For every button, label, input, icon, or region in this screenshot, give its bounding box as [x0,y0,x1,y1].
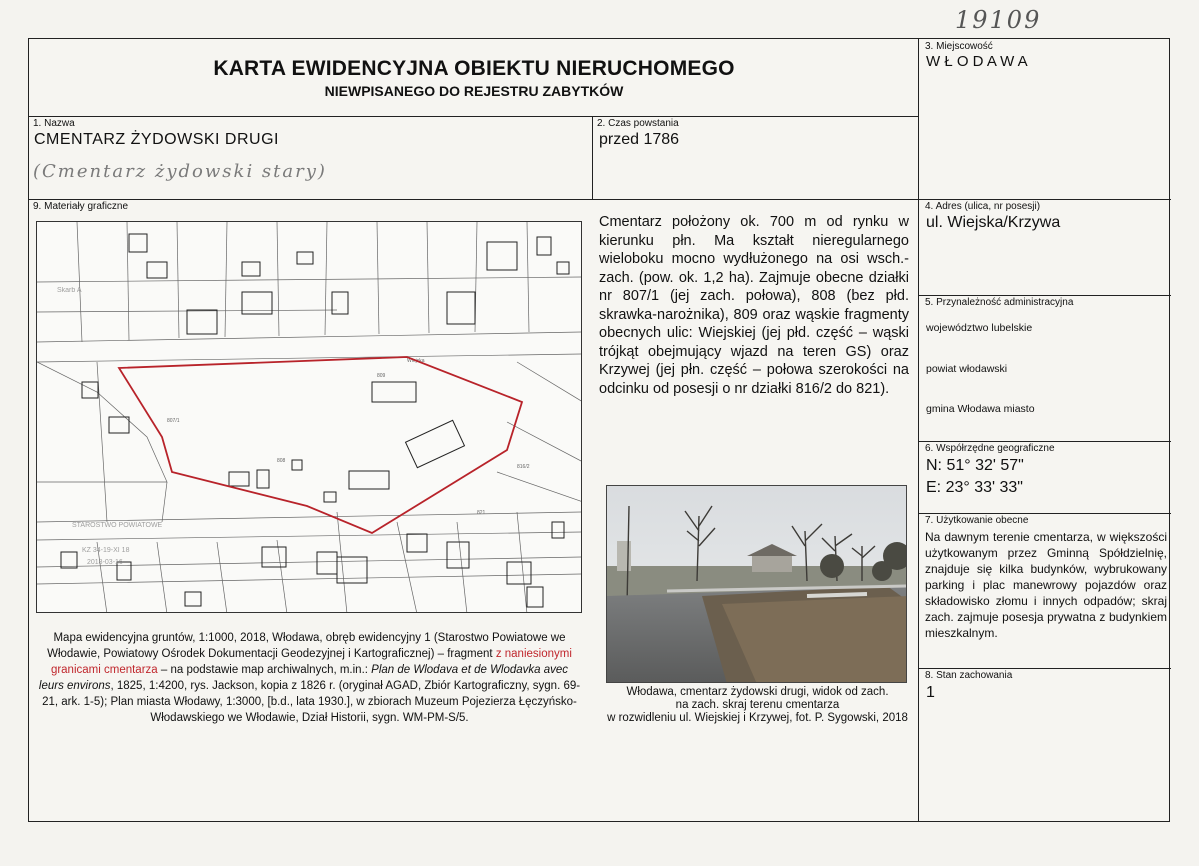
czas-label: 2. Czas powstania [597,118,679,129]
divider [29,199,918,200]
divider [918,199,1171,200]
divider [918,295,1171,296]
miejscowosc-value: W Ł O D A W A [926,53,1028,70]
adres-value: ul. Wiejska/Krzywa [926,214,1061,231]
card-subtitle: NIEWPISANEGO DO REJESTRU ZABYTKÓW [324,83,624,99]
map-caption-text2: – na podstawie map archiwalnych, m.in.: [157,664,372,676]
coord-e: E: 23° 33' 33" [926,479,1023,496]
svg-text:816/2: 816/2 [517,464,530,470]
cemetery-boundary [119,357,522,533]
map-stamp-text: STAROSTWO POWIATOWE [72,522,163,529]
divider [29,116,918,117]
nazwa-label: 1. Nazwa [33,118,75,129]
map-caption [37,630,582,726]
map-road-label: Skarb A [57,287,82,294]
site-photo [606,485,907,683]
nazwa-value: CMENTARZ ŻYDOWSKI DRUGI [34,131,279,148]
miejscowosc-label: 3. Miejscowość [925,41,993,52]
uzytkowanie-label: 7. Użytkowanie obecne [925,515,1029,526]
coord-n: N: 51° 32' 57" [926,457,1024,474]
divider [918,513,1171,514]
map-drawing [37,222,582,613]
photo-caption-line3: w rozwidleniu ul. Wiejskiej i Krzywej, fot. P. Sygowski, 2018 [607,712,908,724]
description-text: Cmentarz położony ok. 700 m od rynku w kierunku płn. Ma kształt nieregularnego wieloboku mocno wydłużonego na osi wsch.-zach. (pow. ok. 1,2 ha). Zajmuje obecne działki nr 807/1 (jej zach. połowa), 808 (bez płd. skrawka-narożnika), 809 oraz wąskie fragmenty obecnych ulic: Wiejskiej (jej płd. część – wąski trójkąt obejmujący wjazd na teren GS) oraz Krzywej (jej płn. część – połowa szerokości na odcinku od posesji o nr działki 816/2 do 821). [599,214,909,397]
wspolrzedne-label: 6. Współrzędne geograficzne [925,443,1055,454]
divider [592,116,593,199]
materialy-label: 9. Materiały graficzne [33,201,129,212]
divider [918,668,1171,669]
map-stamp-sign: KZ 34-19-XI 18 [82,547,130,554]
uzytkowanie-value: Na dawnym terenie cmentarza, w większości użytkowanym przez Gminną Spółdzielnię, znajduje się kilka budynków, wybrukowany parking i plac manewrowy pojazdów oraz składowisko złomu i innych odpadów; skraj zach. zajmuje posesja prywatna z budynkiem mieszkalnym. [925,530,1167,640]
divider [918,441,1171,442]
photo-caption-line1: Włodawa, cmentarz żydowski drugi, widok od zach. [626,686,889,698]
svg-text:821: 821 [477,510,486,516]
photo-drawing [607,486,907,683]
adres-label: 4. Adres (ulica, nr posesji) [925,201,1041,212]
stan-value: 1 [926,684,935,701]
przynaleznosc-label: 5. Przynależność administracyjna [925,297,1074,308]
czas-value: przed 1786 [599,131,680,148]
wojewodztwo-value: województwo lubelskie [926,322,1033,334]
cadastral-map [36,221,582,613]
gmina-value: gmina Włodawa miasto [926,403,1035,415]
map-caption-text3: , 1825, 1:4200, rys. Jackson, kopia z 1826 r. (oryginał AGAD, Zbiór Kartograficzny, sygn. 69-21, ark. 1-5); Plan miasta Włodawy, 1:3000, [b.d., lata 1930.], w zbiorach Muzeum Pojezierza Łęczyńsko-Włodawskiego we Włodawie, Dział Historii, sygn. WM-PM-S/5. [42,680,581,724]
map-caption-red: z naniesionymi granicami cmentarza [50,648,572,676]
stan-label: 8. Stan zachowania [925,670,1013,681]
svg-text:Wiejska: Wiejska [407,358,425,364]
divider [918,39,919,822]
photo-caption-line2: na zach. skraj terenu cmentarza [675,699,840,711]
nazwa-handwritten: (Cmentarz żydowski stary) [33,161,327,182]
svg-text:809: 809 [377,373,386,379]
handwritten-number: 19109 [955,6,1042,34]
map-stamp-date: 2018-03-16 [87,559,123,566]
svg-text:807/1: 807/1 [167,418,180,424]
card-title: KARTA EWIDENCYJNA OBIEKTU NIERUCHOMEGO [213,57,735,80]
svg-text:808: 808 [277,458,286,464]
map-caption-italic: Plan de Wlodava et de Wlodavka avec leurs environs [38,664,569,692]
photo-caption [599,686,916,725]
powiat-value: powiat włodawski [926,363,1008,375]
record-card [28,38,1170,822]
map-caption-text: Mapa ewidencyjna gruntów, 1:1000, 2018, Włodawa, obręb ewidencyjny 1 (Starostwo Powiatowe we Włodawie, Powiatowy Ośrodek Dokumentacji Geodezyjnej i Kartograficznej) – fragment [47,632,566,660]
